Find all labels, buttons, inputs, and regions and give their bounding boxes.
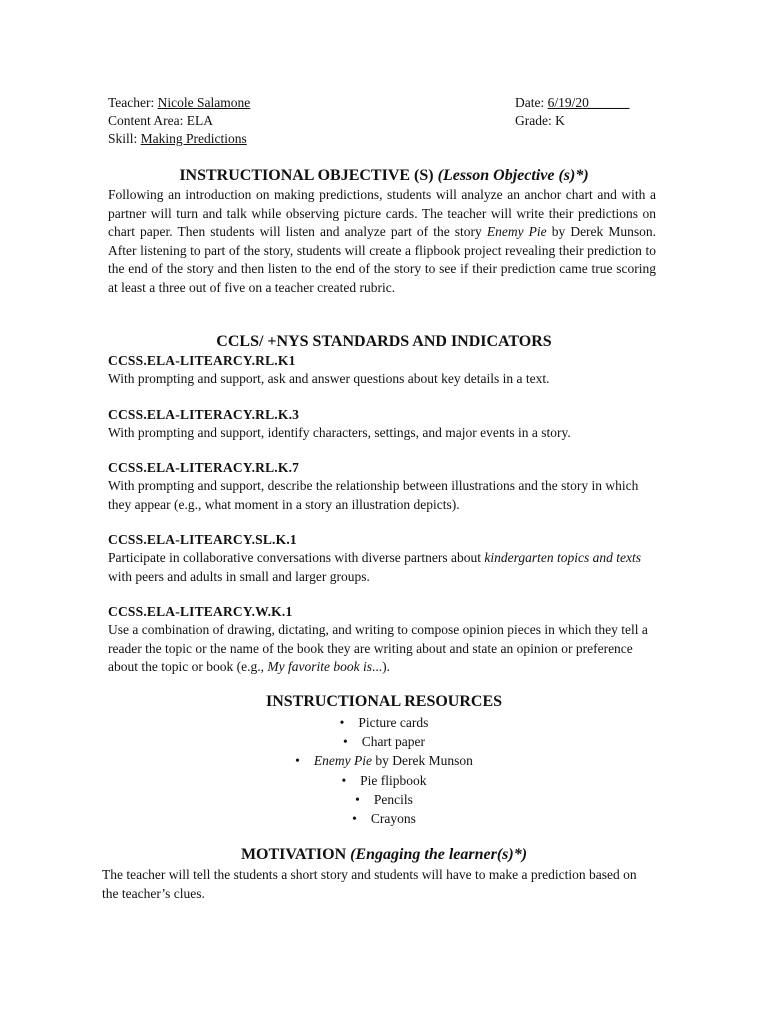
standard-4-italic: kindergarten topics and texts	[484, 550, 641, 565]
list-item	[0, 732, 768, 751]
objective-text-part-1: Following an introduction on making predictions, students will analyze an anchor chart and with a partner will turn and talk while observing picture cards. The teacher will write their predictions on chart paper. Then students will listen and analyze part of the story	[108, 187, 656, 239]
date-line	[515, 94, 629, 113]
objective-heading	[0, 166, 768, 186]
standard-2-code: CCSS.ELA-LITERACY.RL.K.3	[108, 407, 300, 422]
standard-3-code: CCSS.ELA-LITERACY.RL.K.7	[108, 460, 300, 475]
objective-text-part-2: by Derek Munson. After listening to part of the story, students will create a flipbook project revealing their prediction to the end of the story and then listen to the end of the story to see if their prediction came true scoring at least a three out of five on a teacher created rubric.	[108, 224, 657, 295]
bullet-icon: •	[355, 791, 360, 807]
resource-book-title: Enemy Pie	[313, 753, 372, 769]
teacher-name: Nicole Salamone	[157, 95, 251, 110]
motivation-text: The teacher will tell the students a short story and students will have to make a prediction based on the teacher’s clues.	[102, 867, 637, 901]
standard-5-text-part-1: Use a combination of drawing, dictating, and writing to compose opinion pieces in which they tell a reader the topic or the name of the book they are writing about and state an opinion or preference about the topic or book (e.g.,	[108, 622, 648, 674]
content-area-line	[108, 112, 213, 131]
bullet-icon: •	[341, 772, 347, 788]
bullet-icon: •	[339, 715, 345, 730]
list-item	[0, 790, 768, 809]
list-item	[0, 713, 768, 732]
date-label: Date:	[515, 95, 545, 110]
resource-book-author: by Derek Munson	[375, 753, 473, 769]
standard-1-text: With prompting and support, ask and answer questions about key details in a text.	[108, 371, 550, 386]
motivation-heading-text: MOTIVATION	[240, 846, 347, 863]
resource-pie-flipbook: Pie flipbook	[360, 772, 427, 788]
standard-4-text-part-2: with peers and adults in small and larger groups.	[108, 568, 370, 584]
resource-picture-cards: Picture cards	[358, 715, 429, 730]
standard-1-code: CCSS.ELA-LITEARCY.RL.K1	[108, 353, 296, 368]
motivation-heading-italic: (Engaging the learner(s)*)	[350, 846, 528, 863]
grade-label: Grade:	[515, 113, 552, 128]
motivation-heading	[0, 845, 768, 865]
date-value: 6/19/20______	[547, 95, 630, 110]
list-item	[0, 771, 768, 790]
resources-heading: INSTRUCTIONAL RESOURCES	[265, 693, 503, 710]
standard-2-text: With prompting and support, identify characters, settings, and major events in a story.	[108, 425, 571, 440]
list-item	[0, 809, 768, 828]
standard-5-text	[108, 621, 656, 677]
standards-heading: CCLS/ +NYS STANDARDS AND INDICATORS	[216, 333, 552, 350]
content-area-value: ELA	[186, 113, 213, 128]
resource-chart-paper: Chart paper	[361, 734, 426, 750]
bullet-icon: •	[342, 734, 348, 750]
bullet-icon: •	[295, 753, 300, 769]
standard-4-text	[108, 549, 656, 586]
standard-5-text-part-2: ...).	[371, 659, 390, 674]
objective-paragraph	[108, 186, 656, 297]
content-area-label: Content Area:	[108, 113, 184, 128]
standard-5-italic: My favorite book is	[267, 659, 372, 674]
objective-heading-text: INSTRUCTIONAL OBJECTIVE (S)	[179, 167, 434, 184]
objective-heading-italic: (Lesson Objective (s)*)	[437, 167, 589, 184]
standard-4-code: CCSS.ELA-LITEARCY.SL.K.1	[108, 532, 297, 547]
objective-book-title: Enemy Pie	[486, 224, 547, 239]
list-item	[0, 751, 768, 770]
teacher-label: Teacher:	[108, 95, 155, 110]
bullet-icon: •	[352, 810, 357, 826]
standard-3-text: With prompting and support, describe the relationship between illustrations and the story in which they appear (e.g., what moment in a story an illustration depicts).	[108, 478, 639, 512]
skill-line	[108, 130, 247, 149]
resource-pencils: Pencils	[373, 791, 413, 807]
skill-label: Skill:	[108, 131, 138, 146]
standard-5-code: CCSS.ELA-LITEARCY.W.K.1	[108, 604, 293, 619]
resource-crayons: Crayons	[370, 810, 416, 826]
teacher-line	[108, 94, 250, 113]
resources-list	[0, 713, 768, 828]
grade-value: K	[555, 113, 565, 128]
standard-4-text-part-1: Participate in collaborative conversations with diverse partners about	[108, 550, 482, 565]
skill-value: Making Predictions	[140, 131, 247, 146]
grade-line	[515, 112, 565, 131]
